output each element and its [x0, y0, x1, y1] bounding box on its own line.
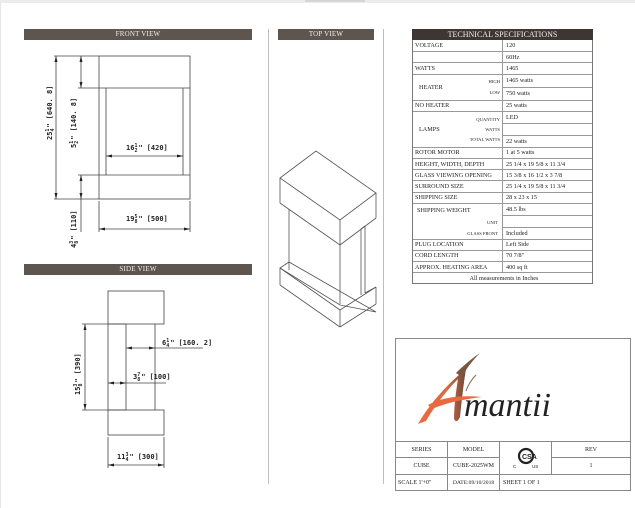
title-block [395, 338, 631, 491]
isometric-drawing [0, 0, 400, 330]
spec-row-plug [413, 239, 592, 250]
sv-depth-upper: 6 [162, 339, 167, 347]
fv-overall-height: 25 [46, 131, 54, 140]
spec-row-heater [413, 74, 592, 100]
spec-value: 120 [506, 42, 516, 50]
spec-sublabel: GLASS FRONT [467, 230, 498, 236]
svg-text:614"[160. 2]: $6^1$ 4" [160. 2] [162, 338, 213, 349]
fv-base-height: 4 [70, 243, 78, 248]
svg-text:1958"[500]: $19^5$ 8" [500] [126, 214, 168, 225]
sheet-text: SHEET 1 OF 1 [499, 474, 630, 491]
sv-width: 11 [117, 453, 126, 461]
fv-overall-width: 19 [126, 215, 135, 223]
spec-value: 48.5 lbs [506, 205, 526, 213]
spec-value: 22 watts [503, 135, 592, 147]
spec-value: 15 3/8 x 16 1/2 x 3 7/8 [506, 171, 563, 179]
spec-value: 1465 [506, 64, 519, 72]
spec-value: 25 watts [506, 102, 527, 110]
top-view-header: TOP VIEW [278, 29, 374, 40]
spec-row-shipping-weight [413, 203, 592, 239]
svg-text:438"[110]: $4^38"[110]$ [69, 210, 80, 248]
spec-value [503, 123, 592, 135]
spec-value: 750 watts [503, 87, 592, 100]
spec-row-shipping-size [413, 192, 592, 203]
spec-row-voltage [413, 40, 592, 51]
front-view-header: FRONT VIEW [24, 29, 252, 40]
logo-a-glyph [418, 369, 466, 424]
spec-value: 28 x 23 x 15 [506, 194, 537, 202]
spec-value: 25 1/4 x 19 5/8 x 11 3/4 [506, 182, 566, 190]
logo-text: mantii [464, 387, 551, 424]
sv-height: 15 [74, 386, 82, 395]
spec-row-cord [413, 250, 592, 261]
svg-text:1538"[390]: $15^38"[390]$ [73, 353, 84, 395]
spec-label: WATTS [413, 63, 503, 73]
spec-row-no-heater [413, 100, 592, 111]
spec-label: HEIGHT, WIDTH, DEPTH [413, 159, 503, 169]
scale-text: SCALE 1'+0" [396, 474, 447, 491]
spec-sublabel: TOTAL WATTS [469, 136, 500, 142]
spec-row-frequency [413, 51, 592, 62]
spec-label: HEATER [419, 83, 443, 91]
spec-label: ROTOR MOTOR [413, 148, 503, 158]
spec-row-hwd [413, 158, 592, 169]
spec-value [503, 215, 592, 227]
spec-label: VOLTAGE [413, 40, 503, 51]
sv-depth-inner: 3 [133, 373, 138, 381]
side-view-header: SIDE VIEW [24, 264, 252, 275]
series-value: CUBE [396, 457, 447, 474]
fv-opening-width: 16 [126, 144, 135, 152]
amantii-logo [396, 339, 630, 441]
svg-text:1612"[420]: $16^1$ 2" [420] [126, 143, 168, 154]
spec-sublabel: LOW [489, 90, 500, 96]
rev-value: 1 [551, 457, 630, 474]
svg-text:2514"[640. 8]: $25^14"[640$. 8] [45, 85, 56, 140]
spec-row-lamps [413, 111, 592, 147]
spec-sublabel: WATTS [485, 126, 500, 132]
model-value: CUBE-2025WM [447, 457, 499, 474]
svg-text:US: US [531, 464, 538, 469]
spec-row-surround [413, 180, 592, 191]
spec-value: 400 sq ft [506, 263, 528, 271]
spec-value: 1 at 5 watts [506, 149, 535, 157]
model-label: MODEL [447, 441, 499, 457]
spec-value: 1465 watts [506, 77, 533, 85]
spec-label: GLASS VIEWING OPENING [413, 170, 503, 180]
csa-cert-mark [499, 441, 551, 474]
spec-sublabel: UNIT [487, 219, 498, 225]
spec-row-glass-opening [413, 169, 592, 180]
spec-table [412, 40, 593, 284]
svg-text:512"[140. 8]: $5^12"[140$. 8] [69, 97, 80, 148]
spec-label: SURROUND SIZE [413, 181, 503, 191]
spec-label-empty [413, 52, 503, 62]
csa-icon [511, 446, 541, 470]
date-text: DATE:09/10/2018 [447, 474, 499, 491]
rev-label: REV [551, 441, 630, 457]
spec-label: PLUG LOCATION [413, 240, 503, 250]
svg-text:C: C [512, 464, 516, 469]
svg-text:378"[100]: $3^7$ 8" [100] [133, 372, 171, 383]
spec-value: LED [506, 113, 519, 121]
spec-label: NO HEATER [413, 101, 503, 111]
spec-value: 70 7/8" [506, 252, 525, 260]
spec-row-watts [413, 62, 592, 73]
spec-label: APPROX. HEATING AREA [413, 262, 503, 272]
spec-row-rotor [413, 147, 592, 158]
spec-value: Left Side [506, 241, 529, 249]
spec-value: Included [503, 227, 592, 239]
spec-label: LAMPS [419, 125, 440, 133]
spec-row-heating-area [413, 261, 592, 272]
spec-value: 25 1/4 x 19 5/8 x 11 3/4 [506, 160, 566, 168]
title-grid [396, 441, 630, 491]
spec-label: SHIPPING WEIGHT [417, 206, 471, 214]
fv-top-height: 5 [70, 143, 78, 148]
svg-text:CSA: CSA [521, 454, 537, 461]
spec-table-title: TECHNICAL SPECIFICATIONS [412, 29, 593, 40]
spec-sublabel: QUANTITY [476, 116, 500, 122]
spec-sublabel: HIGH [488, 79, 500, 85]
series-label: SERIES [396, 441, 447, 457]
spec-footer-text: All measurements in Inches [469, 274, 539, 282]
spec-label: SHIPPING SIZE [413, 193, 503, 203]
spec-label: CORD LENGTH [413, 251, 503, 261]
svg-text:1134"[300]: $11^3$ 4" [300] [117, 452, 159, 463]
spec-footer [413, 272, 592, 283]
spec-value: 60Hz [506, 53, 520, 61]
